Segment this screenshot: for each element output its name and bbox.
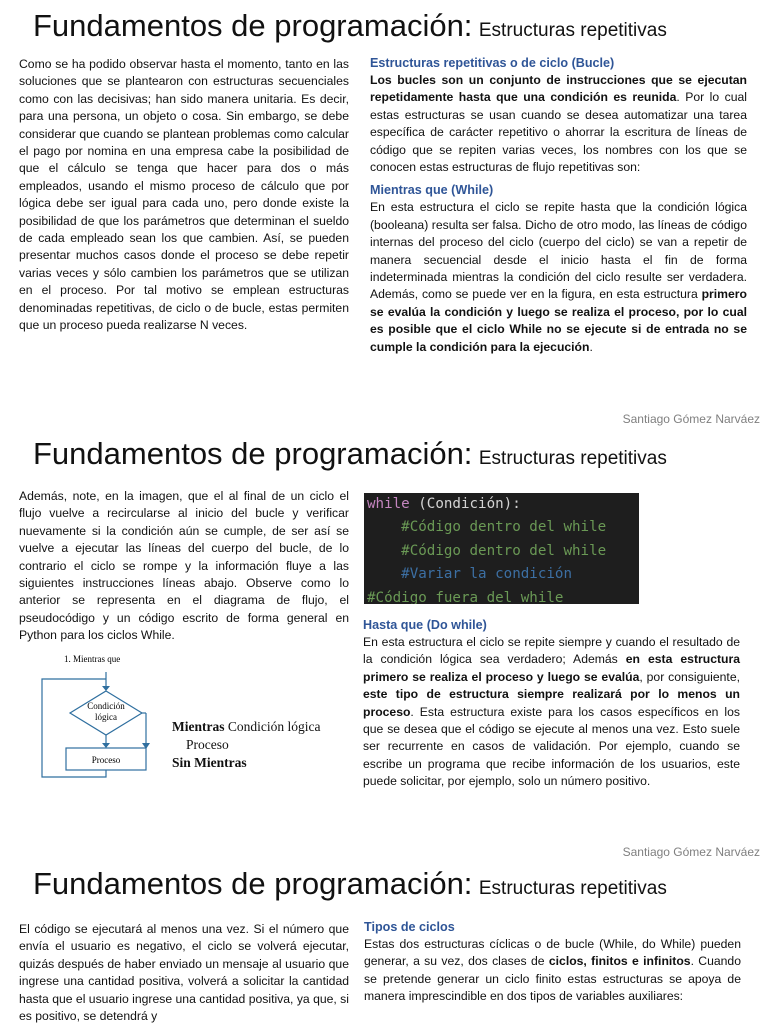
title-sub: Estructuras repetitivas [478,448,667,469]
intro-paragraph: Como se ha podido observar hasta el momento, tanto en las soluciones que se plantearon con estructuras secuenciales como con las decisivas; han sido manera unitaria. Es decir, para una persona, un objeto o cosa. Sin embargo, se debe considerar que cuando se plantean problemas como calcular el pago por nomina en una empresa cabe la posibilidad de que el cálculo se tenga que hacer para dos o más empleados, usando el mismo proceso de cálculo que por lógica debe ser igual para cada uno, pero donde existe la posibilidad de que los parámetros que determinan el sueldo de cada empleado sean los que cambien. Así, se pueden presentar muchos casos donde el proceso se debe repetir varias veces y sólo cambien los parámetros que se utilizan en el proceso. Por tal motivo se emplean estructuras denominadas repetitivas, de ciclo o de bucle, estas permiten que un proceso pueda realizarse N veces. [19,57,349,333]
code-keyword-while: while [367,496,410,512]
tipos-column [364,919,741,1006]
flow-arrow-in-head [102,686,110,691]
author: Santiago Gómez Narváez [622,845,760,859]
right-column [370,55,747,356]
pseudo-mientras: Mientras [172,719,225,734]
slide-title [33,436,667,472]
code-line-5: #Código fuera del while [367,589,564,604]
loop-paragraph: Además, note, en la imagen, que el al final de un ciclo el flujo vuelve a recircularse al inicio del bucle y verificar nuevamente si la condición aún se cumple, de ser así se vuelve a ejecutar las líneas del cuerpo del bucle, de lo contrario el ciclo se rompe y la información fluye a las siguientes instrucciones líneas abajo. Observe como lo anterior se representa en el diagrama de flujo, el pseudocódigo y un código escrito de forma general en Python para los ciclos While. [19,489,349,643]
slide-2 [0,428,768,858]
pseudocode [172,718,320,772]
title-main: Fundamentos de programación: [33,866,473,901]
while-end: . [589,339,593,354]
slide-3 [0,858,768,1024]
python-code-block [364,493,639,604]
dowhile-paragraph [363,634,740,791]
dowhile-bold-2: este tipo de estructura siempre realizará por lo menos un proceso [363,687,740,719]
heading-tipos: Tipos de ciclos [364,920,455,934]
slide-1 [0,0,768,428]
while-text: En esta estructura el ciclo se repite hasta que la condición lógica (booleana) resulta ser falsa. Dicho de otro modo, las líneas de código internas del proceso del ciclo (cuerpo del ciclo) se van a repetir de manera secuencial desde el inicio hasta el fin de forma indeterminada mientras la condición del ciclo resulte ser verdadera. Además, como se puede ver en la figura, en esta estructura [370,200,747,302]
code-line-1: (Condición): [409,496,521,512]
pseudo-sin-mientras: Sin Mientras [172,755,247,770]
decision-text-1: Condición [87,701,125,711]
title-main: Fundamentos de programación: [33,8,473,43]
while-paragraph [370,199,747,356]
code-line-4: #Variar la condición [367,566,572,583]
slide-title [33,866,667,902]
bucle-rest: . Por lo cual estas estructuras se usan cuando se desea automatizar una tarea específica de carácter repetitivo o ahorrar la escritura de líneas de código que se repiten varias veces, los nombres con los que se conocen estas estructuras de flujo repetitivas son: [370,90,747,175]
flowchart-caption: 1. Mientras que [64,654,121,664]
author: Santiago Gómez Narváez [622,412,760,426]
process-text: Proceso [91,755,121,765]
dowhile-column [363,617,740,791]
title-main: Fundamentos de programación: [33,436,473,471]
slide-title [33,8,667,44]
code-line-2: #Código dentro del while [367,519,607,536]
heading-dowhile: Hasta que (Do while) [363,618,487,632]
dowhile-text-3: . Esta estructura existe para los casos específicos en los que se desea que el código se ejecute al menos una vez. Esto suele ser recurrente en casos de validación. Por ejemplo, cuando se escribe un programa que recibe información de los usuarios, este puede solicitar, por ejemplo, solo un número positivo. [363,704,740,789]
tipos-bold: ciclos, finitos e infinitos [548,954,691,969]
tipos-text-1: Estas dos estructuras cíclicas o de bucle (While, do While) pueden generar, a su vez, dos clases de [364,937,741,969]
dowhile-text-2: , por consiguiente, [639,669,740,684]
bucle-paragraph [370,72,747,176]
dowhile-text-1: En esta estructura el ciclo se repite siempre y cuando el resultado de la condición lógica sea verdadero; Además [363,635,740,667]
decision-text-2: lógica [95,712,117,722]
pseudo-condicion: Condición lógica [224,719,321,734]
title-sub: Estructuras repetitivas [478,20,667,41]
code-line-3: #Código dentro del while [367,542,607,559]
bucle-bold: Los bucles son un conjunto de instrucciones que se ejecutan repetidamente hasta que una condición es reunida [370,73,747,105]
tipos-text-2: . Cuando se pretende generar un ciclo finito estas estructuras se apoya de manera imprescindible en dos tipos de variables auxiliares: [364,954,741,1004]
execution-paragraph: El código se ejecutará al menos una vez. Si el número que envía el usuario es negativo, el ciclo se volverá ejecutar, quizás después de haber enviado un mensaje al usuario que ingrese una cantidad positiva, volverá a solicitar la cantidad hasta que el usuario ingrese una cantidad positiva, ya que, si es positivo, se detendrá y [19,922,349,1024]
heading-while: Mientras que (While) [370,183,494,198]
while-bold: primero se evalúa la condición y luego se realiza el proceso, por lo cual es posible que el ciclo While no se ejecute si de entrada no se cumple la condición para la ejecución [370,287,747,354]
tipos-paragraph [364,936,741,1006]
heading-bucle: Estructuras repetitivas o de ciclo (Bucle) [370,56,615,70]
title-sub: Estructuras repetitivas [478,878,667,899]
dowhile-bold-1: en esta estructura primero se realiza el proceso y luego se evalúa [363,652,741,684]
pseudo-proceso: Proceso [186,737,229,752]
